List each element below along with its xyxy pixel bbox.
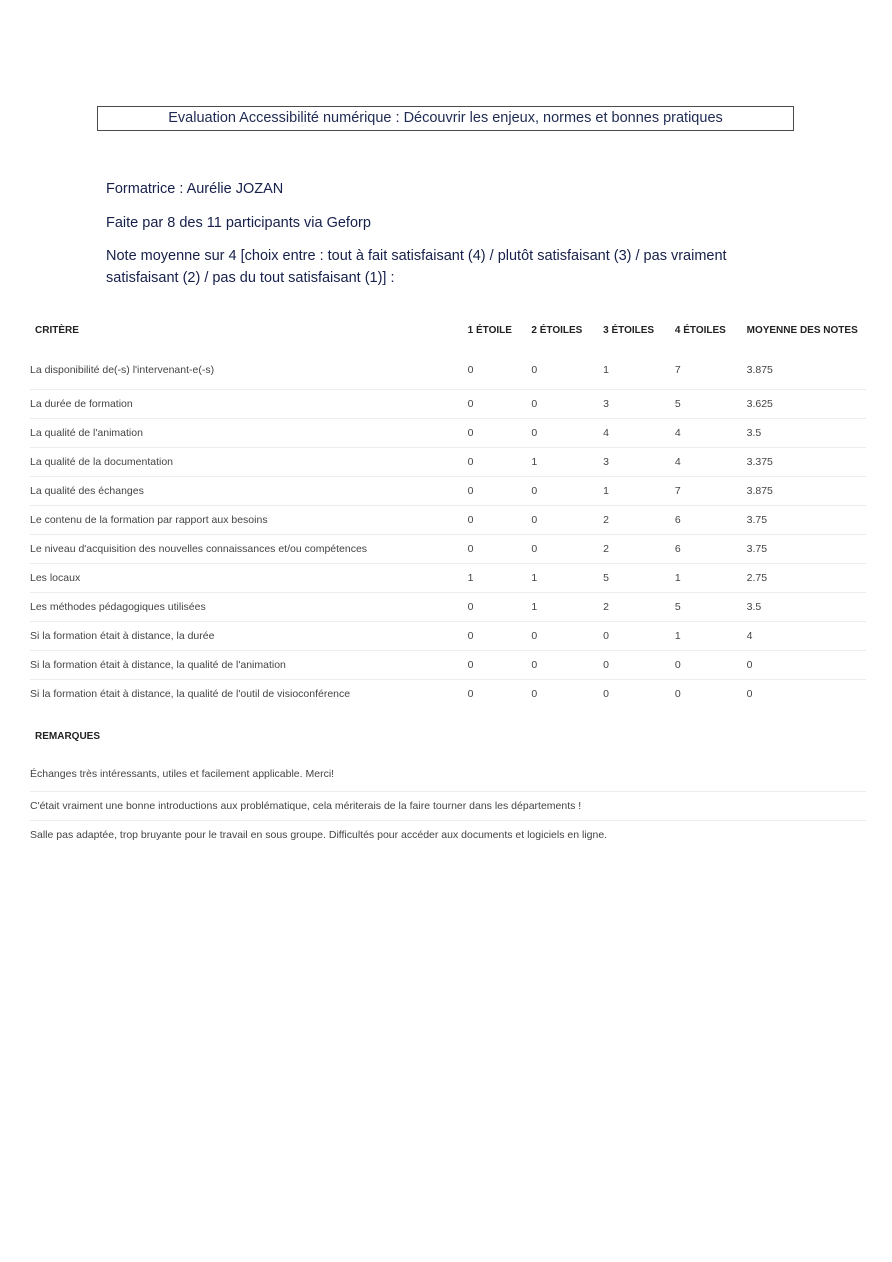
average-cell: 3.375 [747,448,866,477]
count-4-stars-cell: 1 [675,564,747,593]
count-4-stars-cell: 1 [675,622,747,651]
count-4-stars-cell: 6 [675,535,747,564]
count-4-stars-cell: 5 [675,593,747,622]
criterion-cell: Le contenu de la formation par rapport aux besoins [30,506,468,535]
count-3-stars-cell: 0 [603,622,675,651]
remark-row [30,792,866,821]
count-2-stars-cell: 1 [531,448,603,477]
table-row [30,419,866,448]
average-cell: 3.75 [747,506,866,535]
average-cell: 2.75 [747,564,866,593]
average-cell: 3.5 [747,593,866,622]
column-header-average: MOYENNE DES NOTES [746,324,858,336]
column-header-criterion: CRITÈRE [35,324,79,336]
count-3-stars-cell: 0 [603,688,609,700]
count-2-stars-cell: 0 [531,651,603,680]
table-row [30,390,866,419]
count-1-star-cell: 0 [468,622,532,651]
count-1-star-cell: 0 [468,651,532,680]
trainer-line: Formatrice : Aurélie JOZAN [106,181,284,197]
criterion-cell: La durée de formation [30,390,468,419]
criterion-cell: La qualité de la documentation [30,448,468,477]
participants-line: Faite par 8 des 11 participants via Geforp [106,215,371,231]
average-cell: 3.75 [747,535,866,564]
count-3-stars-cell: 2 [603,593,675,622]
count-1-star-cell: 0 [468,448,532,477]
count-4-stars-cell: 0 [675,651,747,680]
criterion-cell: Si la formation était à distance, la qualité de l'animation [30,651,468,680]
remark-text: C'était vraiment une bonne introductions aux problématique, cela mériterais de la faire tourner dans les départements ! [30,792,866,821]
table-row [30,448,866,477]
criterion-cell: La qualité de l'animation [30,419,468,448]
count-1-star-cell: 0 [468,593,532,622]
count-1-star-cell: 0 [468,506,532,535]
count-4-stars-cell: 5 [675,390,747,419]
average-cell: 0 [746,688,753,700]
count-2-stars-cell: 0 [531,535,603,564]
count-1-star-cell: 0 [468,535,532,564]
count-2-stars-cell: 0 [531,477,603,506]
remark-text: Salle pas adaptée, trop bruyante pour le travail en sous groupe. Difficultés pour accéder aux documents et logiciels en ligne. [30,829,608,841]
criterion-cell: La disponibilité de(-s) l'intervenant-e(-s) [30,347,468,390]
count-1-star-cell: 0 [468,419,532,448]
count-3-stars-cell: 2 [603,535,675,564]
ratings-table [30,313,866,708]
count-3-stars-cell: 1 [603,347,675,390]
criterion-cell: Si la formation était à distance, la durée [30,622,468,651]
average-cell: 4 [747,622,866,651]
count-4-stars-cell: 7 [675,477,747,506]
criterion-cell: Si la formation était à distance, la qualité de l'outil de visioconférence [30,688,351,700]
average-cell: 3.625 [747,390,866,419]
count-3-stars-cell: 1 [603,477,675,506]
count-2-stars-cell: 0 [531,390,603,419]
remarks-table [30,719,866,849]
count-1-star-cell: 0 [468,390,532,419]
average-cell: 3.875 [747,347,866,390]
column-header-4-stars: 4 ÉTOILES [674,324,726,336]
table-row [30,622,866,651]
remark-row [30,821,866,850]
table-row [30,347,866,390]
count-4-stars-cell: 7 [675,347,747,390]
count-3-stars-cell: 2 [603,506,675,535]
table-row [30,506,866,535]
count-3-stars-cell: 0 [603,651,675,680]
criterion-cell: Le niveau d'acquisition des nouvelles connaissances et/ou compétences [30,535,468,564]
count-2-stars-cell: 0 [531,347,603,390]
average-cell: 3.5 [747,419,866,448]
count-2-stars-cell: 0 [531,688,538,700]
count-1-star-cell: 0 [468,477,532,506]
count-2-stars-cell: 0 [531,419,603,448]
table-row [30,535,866,564]
count-1-star-cell: 0 [468,347,532,390]
remarks-header-row [30,719,866,753]
table-row [30,680,866,709]
remark-row [30,753,866,792]
count-2-stars-cell: 0 [531,622,603,651]
criterion-cell: Les méthodes pédagogiques utilisées [30,593,468,622]
column-header-1-star: 1 ÉTOILE [467,324,512,336]
count-2-stars-cell: 1 [531,593,603,622]
count-4-stars-cell: 0 [674,688,681,700]
ratings-header-row [30,313,866,347]
count-4-stars-cell: 4 [675,419,747,448]
table-row [30,477,866,506]
count-2-stars-cell: 1 [531,564,603,593]
criterion-cell: Les locaux [30,564,468,593]
column-header-2-stars: 2 ÉTOILES [531,324,583,336]
count-3-stars-cell: 3 [603,448,675,477]
rating-scale-description: Note moyenne sur 4 [choix entre : tout à fait satisfaisant (4) / plutôt satisfaisant (3) / pas vraiment satisfaisant (2) / pas du tout satisfaisant (1)] : [106,248,727,286]
count-1-star-cell: 1 [468,564,532,593]
count-3-stars-cell: 4 [603,419,675,448]
count-3-stars-cell: 3 [603,390,675,419]
count-4-stars-cell: 4 [675,448,747,477]
count-4-stars-cell: 6 [675,506,747,535]
table-row [30,593,866,622]
count-1-star-cell: 0 [467,688,474,700]
table-row [30,651,866,680]
count-3-stars-cell: 5 [603,564,675,593]
column-header-3-stars: 3 ÉTOILES [603,324,655,336]
count-2-stars-cell: 0 [531,506,603,535]
document-title: Evaluation Accessibilité numérique : Découvrir les enjeux, normes et bonnes pratiques [97,106,794,131]
remarks-heading: REMARQUES [35,730,101,742]
remark-text: Échanges très intéressants, utiles et facilement applicable. Merci! [30,753,866,792]
criterion-cell: La qualité des échanges [30,477,468,506]
table-row [30,564,866,593]
average-cell: 0 [747,651,866,680]
average-cell: 3.875 [747,477,866,506]
